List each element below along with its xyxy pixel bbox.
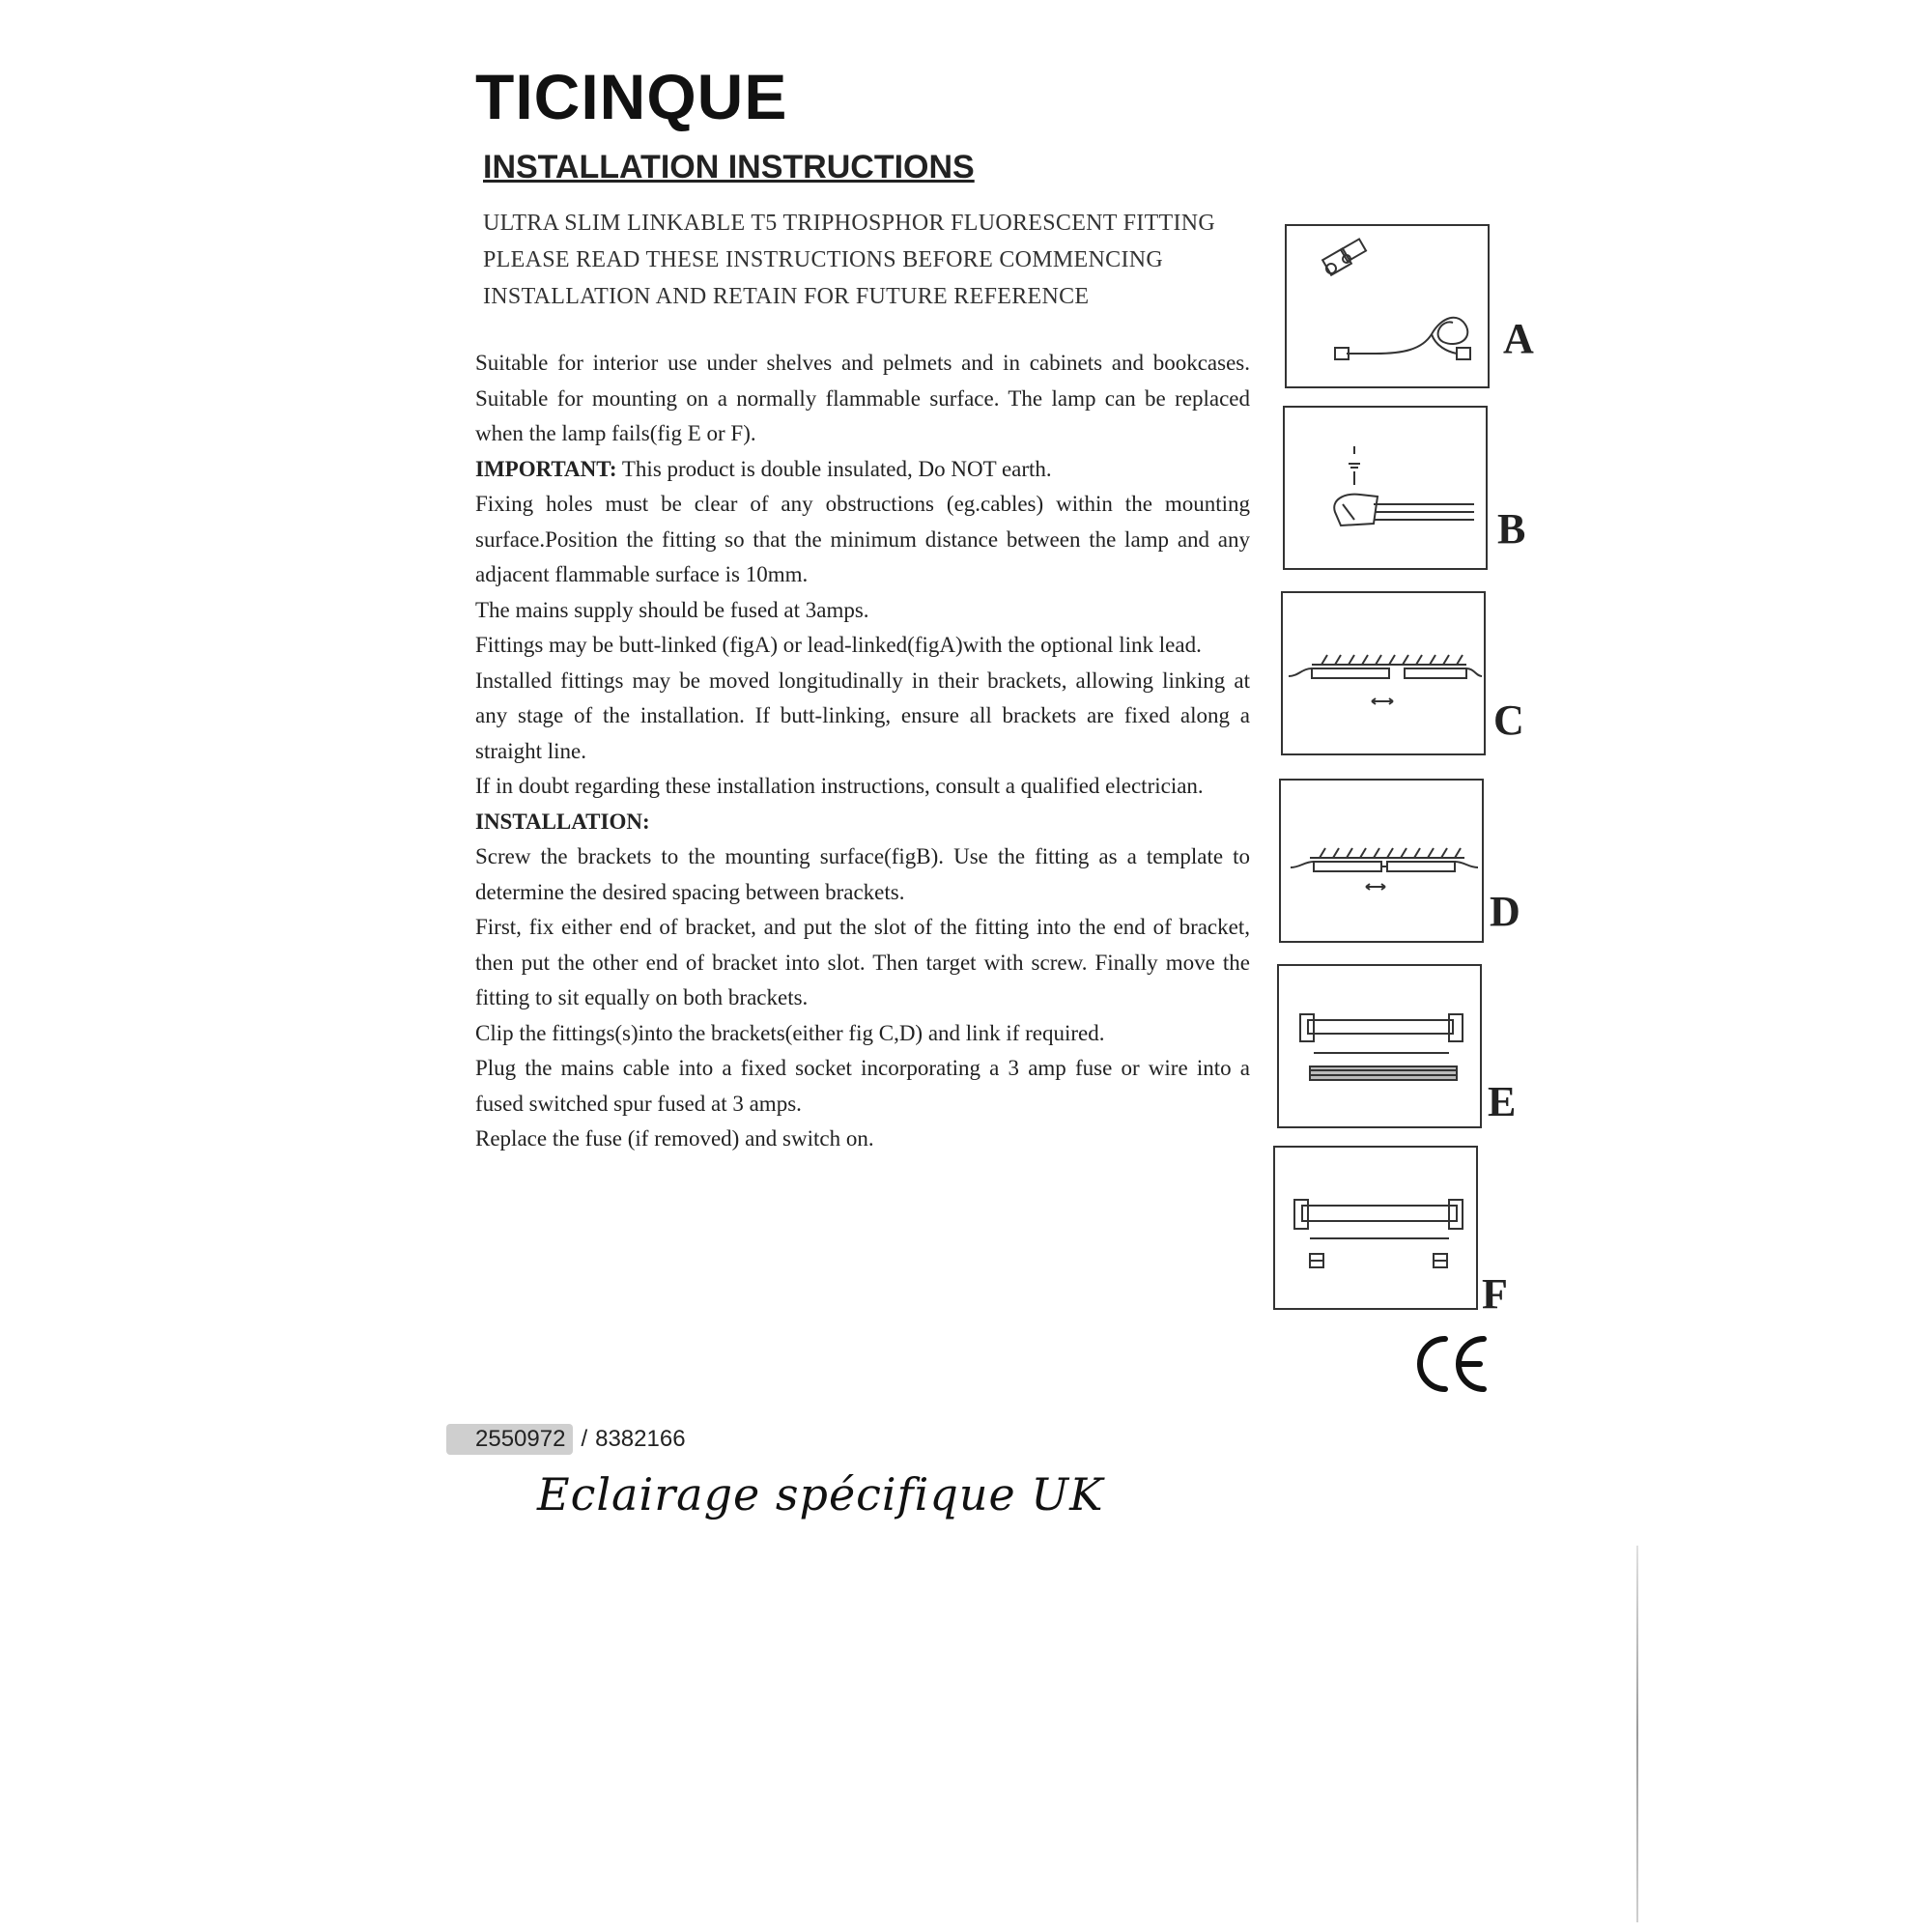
lamp-endcaps-icon xyxy=(1275,1148,1476,1308)
step-fix-bracket: First, fix either end of bracket, and put the slot of the fitting into the end of bracket, then put the other end of bracket into slot. Then target with screw. Finally move the fitting to sit equally on both brackets. xyxy=(475,915,1250,1009)
screw-bracket-icon xyxy=(1285,408,1486,568)
important-text: This product is double insulated, Do NOT earth. xyxy=(616,456,1052,481)
figure-b xyxy=(1283,406,1488,570)
handwritten-note: Eclairage spécifique UK xyxy=(537,1468,1104,1520)
intro-block xyxy=(483,205,1256,315)
figure-label-d: D xyxy=(1490,888,1520,935)
installation-heading xyxy=(475,805,1250,840)
paragraph-important xyxy=(475,452,1250,488)
paragraph-mains-supply: The mains supply should be fused at 3amps. xyxy=(475,597,869,622)
figure-c xyxy=(1281,591,1486,755)
important-label: IMPORTANT: xyxy=(475,456,617,481)
intro-line: PLEASE READ THESE INSTRUCTIONS BEFORE COMMENCING xyxy=(483,247,1164,272)
step-plug-cable: Plug the mains cable into a fixed socket incorporating a 3 amp fuse or wire into a fused switched spur fused at 3 amps. xyxy=(475,1056,1250,1116)
figure-f xyxy=(1273,1146,1478,1310)
paragraph-suitability: Suitable for interior use under shelves and pelmets and in cabinets and bookcases. Suitable for mounting on a normally flammable surface. The lamp can be replaced when the lamp fails(fig E or F). xyxy=(475,351,1250,445)
lead-linked-fittings-icon xyxy=(1281,781,1482,941)
paragraph-fixing-holes: Fixing holes must be clear of any obstructions (eg.cables) within the mounting surface.Position the fitting so that the minimum distance between the lamp and any adjacent flammable surface is 10mm. xyxy=(475,492,1250,586)
paragraph-moving-fittings: Installed fittings may be moved longitudinally in their brackets, allowing linking at any stage of the installation. If butt-linking, ensure all brackets are fixed along a straight line. xyxy=(475,668,1250,763)
reference-separator: / xyxy=(581,1426,588,1452)
instructions-body xyxy=(475,346,1250,1157)
scan-edge-line xyxy=(1636,1546,1638,1922)
ce-mark-icon xyxy=(1412,1333,1490,1400)
step-screw-brackets: Screw the brackets to the mounting surface(figB). Use the fitting as a template to determine the desired spacing between brackets. xyxy=(475,844,1250,904)
reference-numbers xyxy=(446,1424,686,1455)
lamp-replacement-icon xyxy=(1279,966,1480,1126)
figure-label-e: E xyxy=(1488,1078,1517,1125)
figure-e xyxy=(1277,964,1482,1128)
connector-lead-icon xyxy=(1287,226,1488,386)
step-clip-fittings: Clip the fittings(s)into the brackets(either fig C,D) and link if required. xyxy=(475,1020,1105,1045)
paragraph-consult: If in doubt regarding these installation instructions, consult a qualified electrician. xyxy=(475,774,1204,798)
reference-number-highlighted: 2550972 xyxy=(446,1424,573,1455)
figure-a xyxy=(1285,224,1490,388)
butt-linked-fittings-icon xyxy=(1283,593,1484,753)
step-replace-fuse: Replace the fuse (if removed) and switch on. xyxy=(475,1126,874,1151)
brand-title: TICINQUE xyxy=(475,61,788,132)
figure-label-a: A xyxy=(1503,315,1534,362)
figure-d xyxy=(1279,779,1484,943)
figure-label-c: C xyxy=(1493,696,1524,744)
figure-label-f: F xyxy=(1482,1270,1508,1318)
intro-line: ULTRA SLIM LINKABLE T5 TRIPHOSPHOR FLUORESCENT FITTING xyxy=(483,211,1216,236)
intro-line: INSTALLATION AND RETAIN FOR FUTURE REFERENCE xyxy=(483,284,1090,309)
page-heading: INSTALLATION INSTRUCTIONS xyxy=(483,149,975,185)
reference-number-second: 8382166 xyxy=(595,1426,686,1452)
installation-label: INSTALLATION: xyxy=(475,809,650,834)
figure-label-b: B xyxy=(1497,505,1526,553)
paragraph-linking: Fittings may be butt-linked (figA) or lead-linked(figA)with the optional link lead. xyxy=(475,633,1202,657)
